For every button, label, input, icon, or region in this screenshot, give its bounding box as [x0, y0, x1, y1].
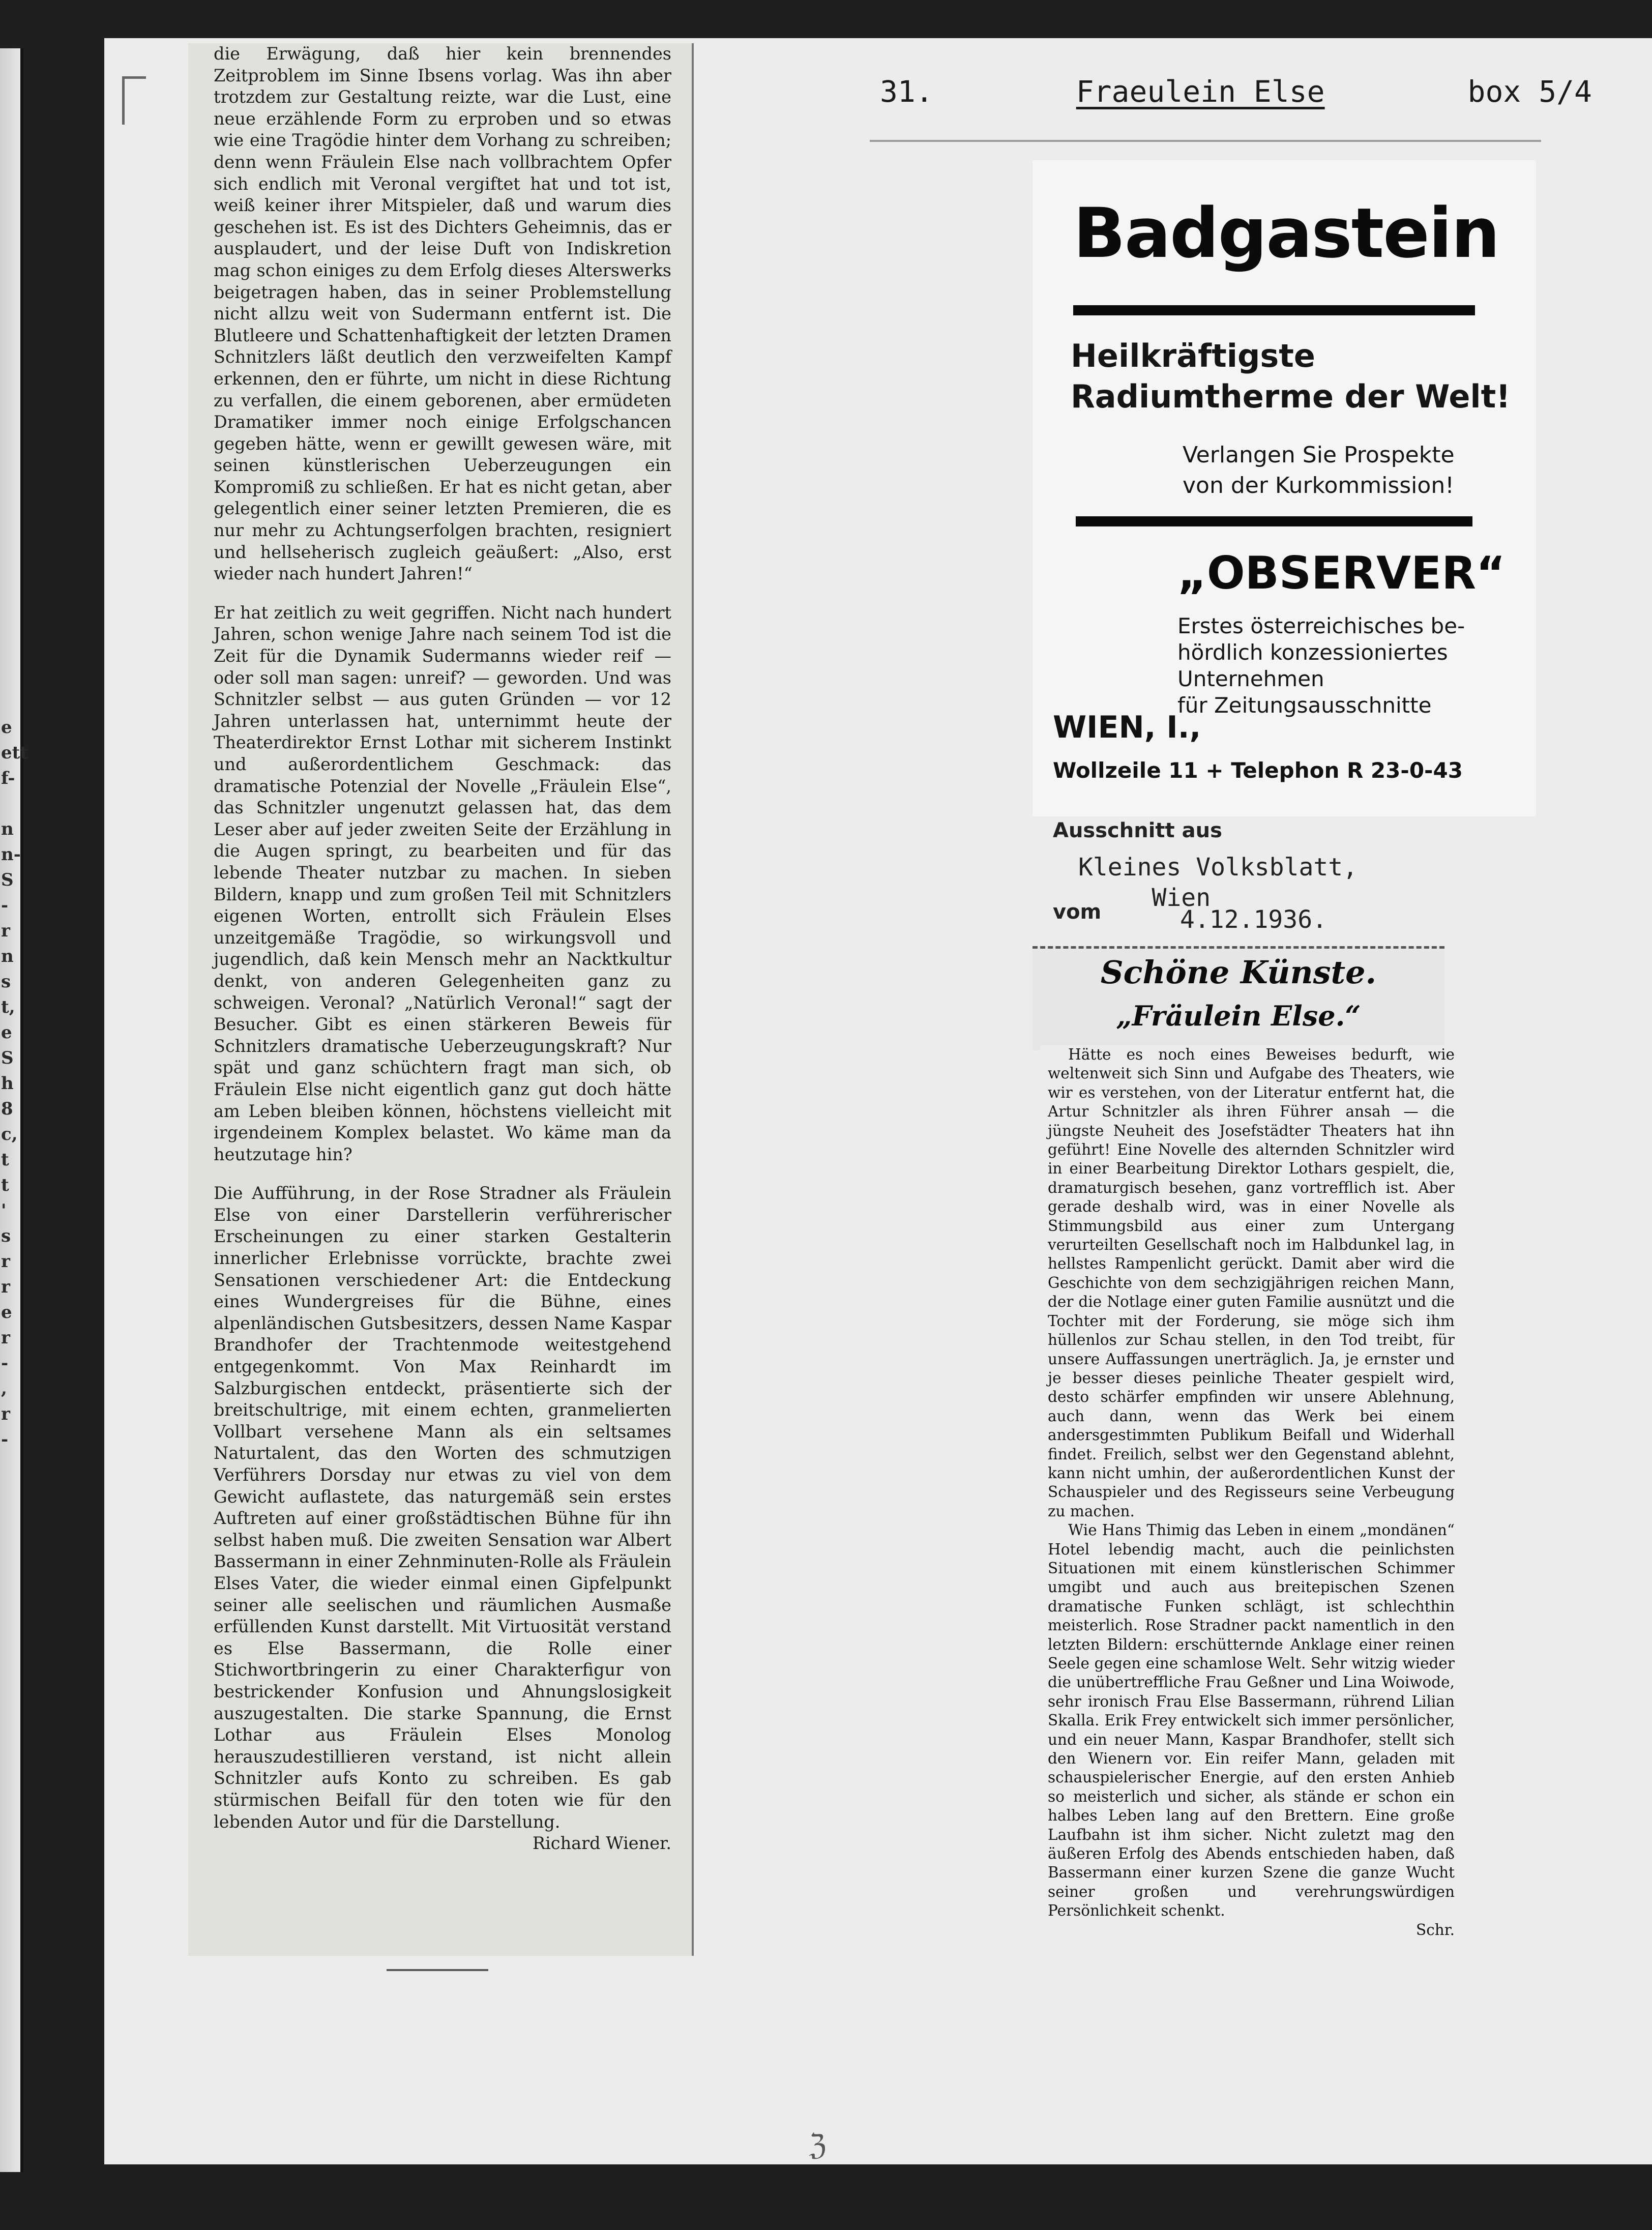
review-paragraph-2: Wie Hans Thimig das Leben in einem „mondänen“ Hotel lebendig macht, auch die peinlichsten Situationen mit einem künstlerischen Schimmer umgibt und auch aus breitepischen Szenen dramatische Funken schlägt, ist schlechthin meisterlich. Rose Stradner packt namentlich in den letzten Bildern: erschütternde Anklage einer reinen Seele gegen eine schamlose Welt. Sehr witzig wieder die unübertreffliche Frau Geßner und Lina Woiwode, sehr ironisch Frau Else Bassermann, rührend Lilian Skalla. Erik Frey entwickelt sich immer persönlicher, und ein neuer Mann, Kaspar Brandhofer, stellt sich den Wienern vor. Ein reifer Mann, geladen mit schauspielerischer Energie, auf den ersten Anhieb so meisterlich und sicher, als stände er schon ein halbes Leben lang auf den Brettern. Eine große Laufbahn ist ihm sicher. Nicht zuletzt mag den äußeren Erfolg des Abends entschieden haben, daß Bassermann einer kurzen Szene die ganze Wucht seiner großen und verehrungswürdigen Persönlichkeit schenkt. Schr. [1048, 1521, 1455, 1940]
review-article [1040, 1045, 1462, 2119]
adjacent-page-text-fragments: e ett f- n n- S - r n s t, e S h 8 c, t t ' s r r e r - , r - [1, 717, 28, 1450]
date-label: vom [1053, 900, 1102, 924]
ad-address: Wollzeile 11 + Telephon R 23-0-43 [1053, 758, 1463, 783]
ad-tagline-2: Radiumtherme der Welt! [1071, 378, 1511, 415]
adjacent-page-edge [0, 48, 28, 2172]
ad-observer-desc-3: Unternehmen [1177, 666, 1324, 691]
ad-bar-top [1073, 305, 1475, 315]
box-label-title: Fraeulein Else [1076, 74, 1325, 109]
clipping-source [1032, 814, 1455, 941]
article-continuation-column [188, 43, 693, 1956]
ad-bar-bottom [1076, 516, 1472, 526]
label-rule [870, 140, 1541, 142]
handwritten-mark: ℨ [809, 2129, 827, 2162]
ad-observer-desc-4: für Zeitungsausschnitte [1177, 693, 1432, 718]
box-label-box: box 5/4 [1467, 74, 1592, 109]
ad-tagline [1071, 336, 1511, 417]
review-paragraph-1: Hätte es noch eines Beweises bedurft, wie weltenweit sich Sinn und Aufgabe des Theaters, wie wir es verstehen, von der Literatur entfernt hat, die Artur Schnitzler als ihren Führer ansah — die jüngste Neuheit des Josefstädter Theaters hat ihn geführt! Eine Novelle des alternden Schnitzler wird in einer Bearbeitung Direktor Lothars gespielt, die, dramaturgisch besehen, ganz vortrefflich ist. Aber gerade deshalb wird, was in einer Novelle als Stimmungsbild aus einer zum Untergang verurteilten Gesellschaft noch im Halbdunkel lag, in hellstes Rampenlicht gerückt. Damit aber wird die Geschichte von dem sechzigjährigen reichen Mann, der die Notlage einer guten Familie ausnützt und die Tochter mit der Forderung, sie möge sich ihm hüllenlos zur Schau stellen, in den Tod treibt, für unsere Auffassungen unerträglich. Ja, je ernster und je besser dieses peinliche Theater gespielt wird, desto schärfer empfinden wir unsere Ablehnung, auch dann, wenn das Werk bei einem andersgestimmten Publikum Beifall und Widerhall findet. Freilich, selbst wer den Gegenstand ablehnt, kann nicht umhin, der außerordentlichen Kunst der Schauspieler und des Regisseurs seine Verbeugung zu machen. [1048, 1046, 1455, 1520]
box-label-number: 31. [880, 74, 933, 109]
ad-city: WIEN, I., [1053, 710, 1201, 745]
ad-tagline-1: Heilkräftigste [1071, 337, 1315, 374]
ad-observer-desc-2: hördlich konzessioniertes [1177, 640, 1448, 665]
article-section-title: Schöne Künste. [1100, 954, 1377, 991]
corner-mark [122, 76, 146, 125]
source-label: Ausschnitt aus [1053, 819, 1222, 842]
article-paragraph-3: Die Aufführung, in der Rose Stradner als Fräulein Else von einer Darstellerin verführerischer Erscheinungen zu einer starken Gestalterin innerlicher Erlebnisse vorrückte, brachte zwei Sensationen verschiedener Art: die Entdeckung eines Wundergreises für die Bühne, eines alpenländischen Gutsbesitzers, dessen Name Kaspar Brandhofer der Trachtenmode weitestgehend entgegenkommt. Von Max Reinhardt im Salzburgischen entdeckt, präsentierte sich der breitschultrige, mit einem echten, granmelierten Vollbart versehene Mann als ein seltsames Naturtalent, das den Worten des schmutzigen Verführers Dorsday nur etwas zu viel von dem Gewicht auflastete, das naturgemäß sein erstes Auftreten auf einer großstädtischen Bühne für ihn selbst haben muß. Die zweiten Sensation war Albert Bassermann in einer Zehnminuten-Rolle als Fräulein Elses Vater, die wieder einmal einen Gipfelpunkt seiner alle seelischen und räumlichen Ausmaße erfüllenden Kunst darstellt. Mit Virtuosität verstand es Else Bassermann, die Rolle einer Stichwortbringerin zu einer Charakterfigur von bestrickender Konfusion und Ahnungslosigkeit auszugestalten. Die starke Spannung, die Ernst Lothar aus Fräulein Elses Monolog herauszudestillieren verstand, ist nicht allein Schnitzler aufs Konto zu schreiben. Es gab stürmischen Beifall für den toten wie für den lebenden Autor und für die Darstellung. Richard Wiener. [214, 1183, 671, 1854]
ad-observer-description [1177, 613, 1465, 719]
ad-brand: Badgastein [1073, 193, 1499, 273]
ad-request [1183, 440, 1455, 501]
article-paragraph-1: die Erwägung, daß hier kein brennendes Zeitproblem im Sinne Ibsens vorlag. Was ihn aber trotzdem zur Gestaltung reizte, war die Lust, eine neue erzählende Form zu erproben und so etwas wie eine Tragödie hinter dem Vorhang zu schreiben; denn wenn Fräulein Else nach vollbrachtem Opfer sich endlich mit Veronal vergiftet hat und tot ist, weiß keiner ihrer Mitspieler, daß und warum dies geschehen ist. Es ist des Dichters Geheimnis, das er ausplaudert, und der leise Duft von Indiskretion mag schon einiges zu dem Erfolg dieses Alterswerks beigetragen haben, das in seiner Problemstellung nicht allzu weit von Sudermann entfernt ist. Die Blutleere und Schattenhaftigkeit der letzten Dramen Schnitzlers läßt deutlich den verzweifelten Kampf erkennen, den er führte, um nicht in diese Richtung zu verfallen, die einem geborenen, aber ermüdeten Dramatiker immer noch einige Erfolgschancen gegeben hätte, wenn er gewillt gewesen wäre, mit seinen künstlerischen Ueberzeugungen ein Kompromiß zu schließen. Er hat es nicht getan, aber gelegentlich einer seiner letzten Premieren, die es nur mehr zu Achtungserfolgen brachten, resigniert und hellseherisch zugleich geäußert: „Also, erst wieder nach hundert Jahren!“ [214, 44, 671, 584]
source-publication: Kleines Volksblatt, Wien [1078, 853, 1358, 912]
article-headline: „Fräulein Else.“ [1116, 1000, 1361, 1032]
end-rule [387, 1969, 488, 1971]
review-signature: Schr. [1416, 1921, 1455, 1939]
ad-request-2: von der Kurkommission! [1183, 473, 1454, 498]
ad-observer-name: „OBSERVER“ [1177, 547, 1506, 599]
ad-observer-desc-1: Erstes österreichisches be- [1177, 613, 1465, 638]
article-paragraph-2: Er hat zeitlich zu weit gegriffen. Nicht nach hundert Jahren, schon wenige Jahre nach seinem Tod ist die Zeit für die Dynamik Sudermanns wieder reif — oder soll man sagen: unreif? — geworden. Und was Schnitzler selbst — aus guten Gründen — vor 12 Jahren unterlassen hat, unternimmt heute der Theaterdirektor Ernst Lothar mit sicherem Instinkt und außerordentlichem Geschmack: das dramatische Potenzial der Novelle „Fräulein Else“, das Schnitzler ungenutzt gelassen hat, das dem Leser aber auf jeder zweiten Seite der Erzählung in die Augen springt, zu bearbeiten und für das lebende Theater nutzbar zu machen. In sieben Bildern, knapp und zum großen Teil mit Schnitzlers eigenen Worten, entrollt sich Fräulein Elses unzeitgemäße Tragödie, so wirkungsvoll und jugendlich, daß kein Mensch mehr an Nacktkultur denkt, von anderen Gelegenheiten ganz zu schweigen. Veronal? „Natürlich Veronal!“ sagt der Besucher. Gibt es einen stärkeren Beweis für Schnitzlers dramatische Ueberzeugungskraft? Nur spät und ganz schüchtern fragt man sich, ob Fräulein Else nicht eigentlich ganz gut doch hätte am Leben bleiben können, höchstens vielleicht mit irgendeinem Komplex belastet. Wo käme man da heutzutage hin? [214, 602, 671, 1164]
column-rule [692, 43, 694, 1956]
article-signature: Richard Wiener. [532, 1833, 671, 1854]
article-header [1032, 946, 1444, 1050]
date-value: 4.12.1936. [1180, 905, 1327, 934]
clipping-service-advertisement [1032, 160, 1536, 816]
ad-request-1: Verlangen Sie Prospekte [1183, 442, 1455, 468]
archive-box-label [880, 74, 1592, 109]
